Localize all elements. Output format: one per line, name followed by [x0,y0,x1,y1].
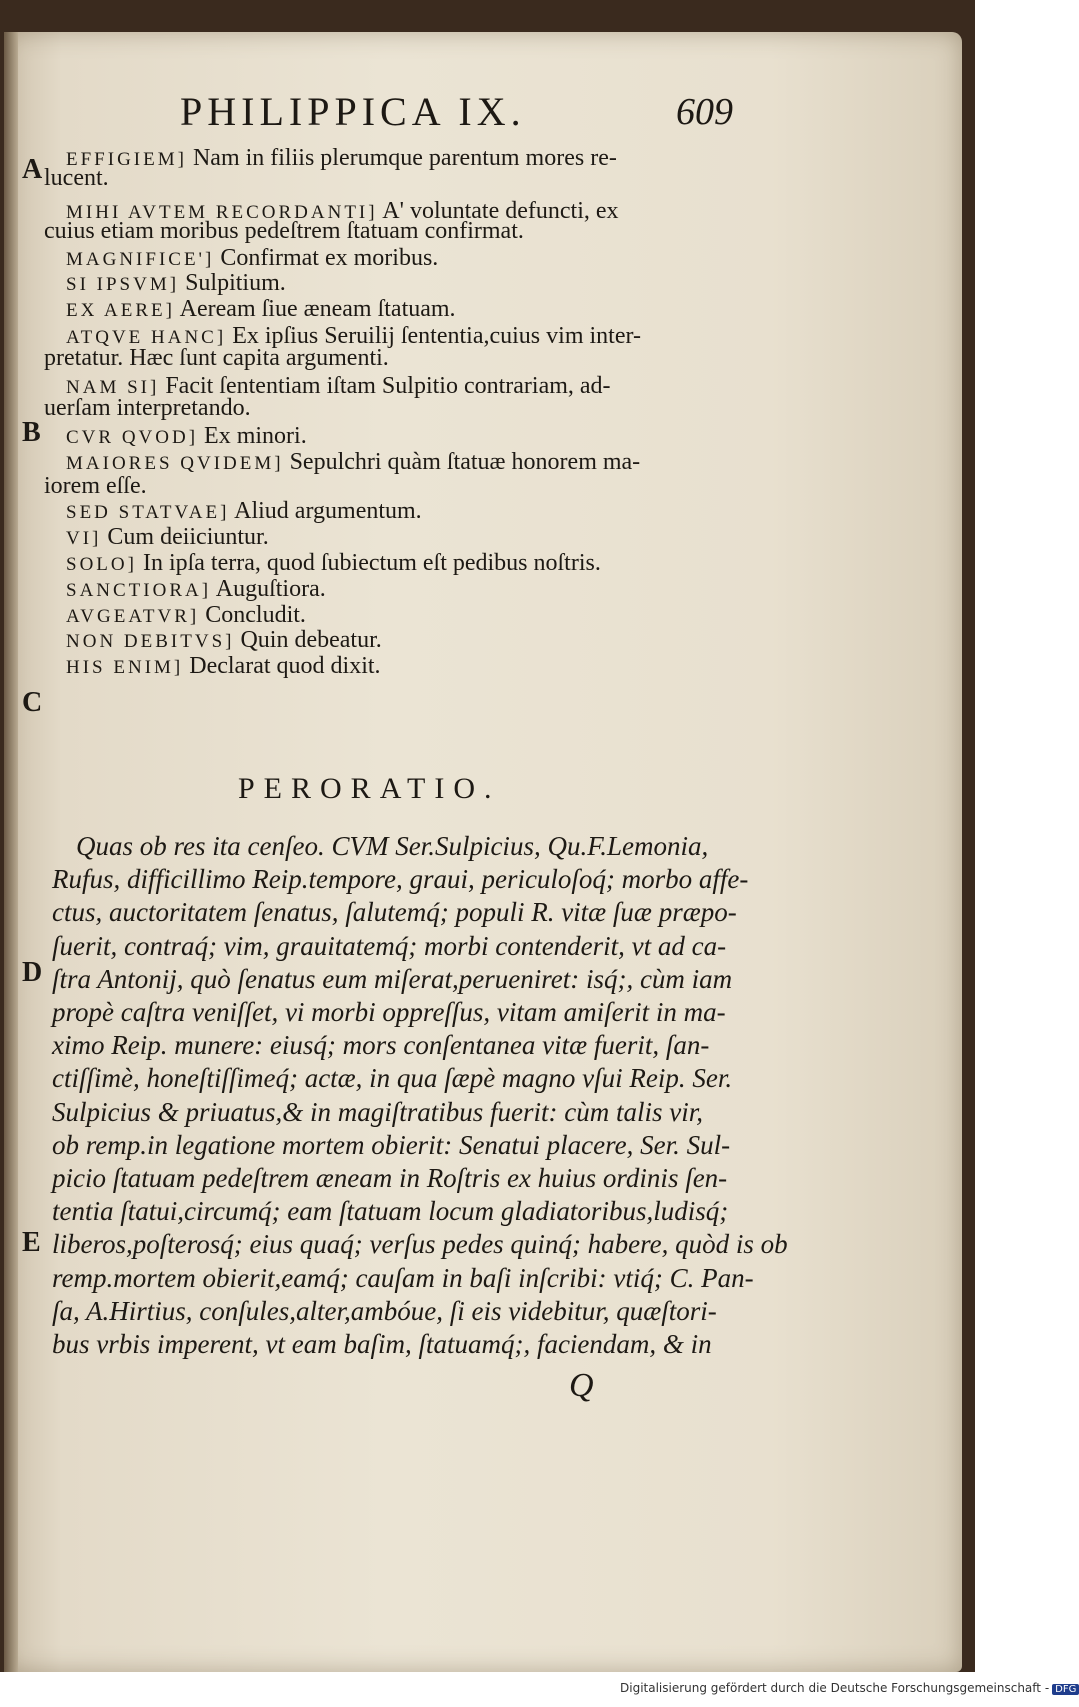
note-lemma: HIS ENIM] [66,657,184,678]
note-lemma: AVGEATVR] [66,606,200,627]
note-lemma: MAIORES QVIDEM] [66,453,284,474]
note-lemma: NON DEBITVS] [66,631,235,652]
peroratio-line: remp.mortem obierit,eamq́; cauſam in baſi inſcribi: vtiq́; C. Pan- [52,1262,754,1293]
note-line [66,295,456,325]
margin-letter: C [22,687,43,718]
note-text: Ex ipſius Seruilij ſententia,cuius vim inter- [232,323,641,349]
page-number: 609 [676,91,733,133]
peroratio-line: ctiſſimè, honeſtiſſimeq́; actæ, in qua ſæpè magno vſui Reip. Ser. [52,1063,733,1094]
peroratio-line: ob remp.in legatione mortem obierit: Senatui placere, Ser. Sul- [52,1129,731,1160]
margin-letter: A [22,154,43,185]
note-text: lucent. [44,165,109,191]
margin-letter: B [22,417,41,448]
note-lemma: EFFIGIEM] [66,149,187,170]
note-lemma: SED STATVAE] [66,502,230,523]
peroratio-line: ſuerit, contraq́; vim, grauitatemq́; morbi contenderit, vt ad ca- [52,930,727,961]
peroratio-line: ximo Reip. munere: eiusq́; mors conſentanea vitæ fuerit, ſan- [52,1030,710,1061]
note-text: Sepulchri quàm ſtatuæ honorem ma- [289,449,641,475]
note-text: Aliud argumentum. [234,498,422,524]
note-lemma: VI] [66,528,102,549]
note-text: Nam in filiis plerumque parentum mores re- [192,145,617,171]
note-lemma: ATQVE HANC] [66,327,227,348]
note-lemma: EX AERE] [66,300,175,321]
margin-letter: E [22,1227,41,1258]
margin-letter: D [22,957,43,988]
note-line [44,344,389,372]
note-text: Declarat quod dixit. [189,653,381,679]
note-text: Facit ſententiam iſtam Sulpitio contrariam, ad- [165,373,611,399]
peroratio-line: ſtra Antonij, quò ſenatus eum miſerat,perueniret: isq́;, cùm iam [52,963,733,994]
note-text: In ipſa terra, quod ſubiectum eſt pedibus noſtris. [142,550,601,576]
note-text: Cum deiiciuntur. [107,524,269,550]
note-line [66,144,617,174]
note-line [44,472,147,500]
note-lemma: MAGNIFICE'] [66,249,215,270]
note-line [44,217,524,245]
note-text: Quin debeatur. [240,627,382,653]
section-title: PERORATIO. [238,772,501,805]
note-text: Aeream ſiue æneam ſtatuam. [179,296,456,322]
note-text: Sulpitium. [185,270,286,296]
note-text: pretatur. Hæc ſunt capita argumenti. [44,345,389,371]
credit-text: Digitalisierung gefördert durch die Deutsche Forschungsgemeinschaft - [620,1681,1050,1695]
peroratio-line: picio ſtatuam pedeſtrem æneam in Roſtris ex huius ordinis ſen- [52,1163,728,1193]
note-text: uerſam interpretando. [44,395,251,421]
peroratio-line: Quas ob res ita cenſeo. CVM Ser.Sulpicius, Qu.F.Lemonia, [76,831,709,861]
note-line [44,164,109,192]
running-head: PHILIPPICA IX. [180,89,526,134]
note-lemma: SI IPSVM] [66,274,180,295]
note-line [66,652,381,682]
note-text: Concludit. [205,602,306,628]
note-lemma: MIHI AVTEM RECORDANTI] [66,202,378,223]
book-page [4,32,962,1672]
note-text: Ex minori. [204,423,307,449]
page-gutter [4,32,18,1672]
peroratio-line: Rufus, difficillimo Reip.tempore, graui, periculoſoq́; morbo affe- [52,864,749,895]
peroratio-line: bus vrbis imperent, vt eam baſim, ſtatuamq́;, faciendam, & in [52,1329,712,1359]
note-text: Auguſtiora. [215,576,326,602]
peroratio-line: Sulpicius & priuatus,& in magiſtratibus fuerit: cùm talis vir, [52,1096,704,1127]
peroratio-line: liberos,poſterosq́; eius quaq́; verſus pedes quinq́; habere, quòd is ob [52,1229,788,1260]
peroratio-line: tentia ſtatui,circumq́; eam ſtatuam locum gladiatoribus,ludisq́; [52,1196,729,1227]
note-text: iorem eſſe. [44,473,147,499]
note-lemma: SANCTIORA] [66,580,212,601]
note-lemma: SOLO] [66,554,137,575]
peroratio-line: ctus, auctoritatem ſenatus, ſalutemq́; populi R. vitæ ſuæ prӕpo- [52,897,737,928]
peroratio-line: propè caſtra veniſſet, vi morbi oppreſſus, vitam amiſerit in ma- [52,997,726,1027]
digitization-credit [620,1681,1079,1695]
note-lemma: NAM SI] [66,377,160,398]
catchword: Q [569,1367,594,1404]
note-text: cuius etiam moribus pedeſtrem ſtatuam confirmat. [44,218,524,244]
note-text: A' voluntate defuncti, ex [382,198,619,224]
note-lemma: CVR QVOD] [66,427,199,448]
peroratio-line: ſa, A.Hirtius, conſules,alter,ambóue, ſi eis videbitur, quæſtori- [52,1295,717,1326]
note-text: Confirmat ex moribus. [220,245,439,271]
dfg-logo: DFG [1052,1684,1079,1695]
note-line [44,394,251,422]
note-line [66,448,640,478]
